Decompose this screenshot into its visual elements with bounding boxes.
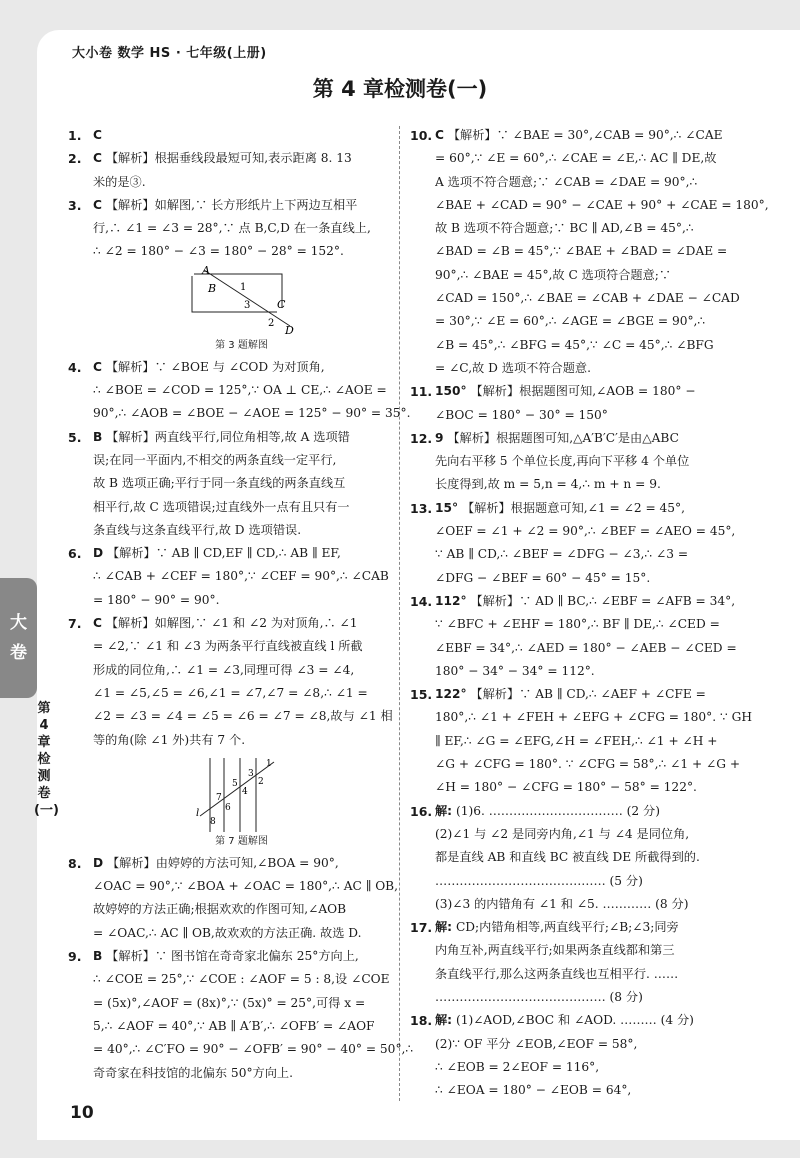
figure-3-caption: 第 3 题解图 [215,339,268,351]
answer-line [93,852,398,875]
answer-text: …………………………………… (5 分) [435,873,643,888]
answer-line [93,217,390,240]
answer-line [93,589,390,612]
answer-text: ∠OAC = 90°,∵ ∠BOA + ∠OAC = 180°,∴ AC ∥ OB, [93,879,399,894]
answer-item [68,194,390,264]
answer-item [68,852,399,945]
answer-line [435,194,769,217]
figure-3-diagram [182,266,302,338]
answer-text: (1)6. …………………………… (2 分) [455,803,660,818]
fig7-label-8: 8 [209,816,216,827]
question-number: 8. [68,855,82,871]
answer-line [435,473,732,496]
answer-text: 【解析】如解图,∵ 长方形纸片上下两边互相平 [105,197,358,212]
fig7-label-2: 2 [257,776,264,787]
answer-text: 故 B 选项正确;平行于同一条直线的两条直线互 [93,476,346,491]
answer-text: 长度得到,故 m = 5,n = 4,∴ m + n = 9. [435,477,661,492]
answer-text: ∠H = 180° − ∠CFG = 180° − 58° = 122°. [435,780,697,795]
answer-line [435,963,732,986]
answer-line [435,450,732,473]
answer-line [93,356,410,379]
fig3-label-d: D [284,323,294,337]
figure-7-caption: 第 7 题解图 [215,835,268,847]
answer-item [410,590,737,683]
answer-text: = ∠2,∵ ∠1 和 ∠3 为两条平行直线被直线 l 所截 [93,639,363,654]
answer-text: ∠OEF = ∠1 + ∠2 = 90°,∴ ∠BEF = ∠AEO = 45°, [435,524,736,539]
answer-text: ∴ ∠COE = 25°,∵ ∠COE : ∠AOF = 5 : 8,设 ∠COE [93,972,390,987]
answer-text: ∠EBF = 34°,∴ ∠AED = 180° − ∠AEB − ∠CED = [435,640,737,655]
question-number: 3. [68,197,82,213]
answer-line [93,565,390,588]
answer-choice: 解: [435,803,453,818]
answer-line [93,472,390,495]
answer-line [93,496,390,519]
answer-line [93,705,393,728]
answer-text: 【解析】根据题意可知,∠1 = ∠2 = 45°, [461,500,686,515]
answer-item [410,1009,732,1102]
answer-line [93,682,393,705]
answer-text: ∵ AB ∥ CD,∴ ∠BEF = ∠DFG − ∠3,∴ ∠3 = [435,547,689,562]
answer-line [93,612,393,635]
answer-text: …………………………………… (8 分) [435,989,643,1004]
answer-text: 等的角(除 ∠1 外)共有 7 个. [93,732,246,747]
answer-text: 【解析】根据题图可知,△A′B′C′是由△ABC [447,430,679,445]
answer-text: ∴ ∠CAB + ∠CEF = 180°,∵ ∠CEF = 90°,∴ ∠CAB [93,569,389,584]
answer-item [410,427,732,497]
fig3-label-1: 1 [239,281,246,293]
fig7-label-7: 7 [215,792,222,803]
page-title: 第 4 章检测卷(一) [312,77,488,101]
question-number: 5. [68,429,82,445]
answer-text: (2)∠1 与 ∠2 是同旁内角,∠1 与 ∠4 是同位角, [435,826,690,841]
side-chapter-label: 第4章检测卷(一) [34,701,59,818]
answer-line [435,753,752,776]
answer-item [410,683,752,799]
answer-line [93,426,390,449]
answer-body [93,852,398,945]
answer-text: 【解析】∵ ∠BAE = 30°,∠CAB = 90°,∴ ∠CAE [447,128,723,142]
answer-line [435,916,732,939]
answer-choice: C [93,128,102,142]
answer-body [435,916,732,1009]
answer-line [93,1015,413,1038]
fig3-label-2: 2 [267,317,274,329]
answer-line [93,992,413,1015]
answer-body [435,380,732,427]
answer-line [435,590,737,613]
answer-line [435,800,732,823]
answer-body [435,427,732,497]
answer-text: 【解析】∵ AD ∥ BC,∴ ∠EBF = ∠AFB = 34°, [470,593,736,608]
answer-line [435,870,732,893]
fig7-label-3: 3 [247,768,254,779]
answer-choice: D [93,546,104,561]
answer-line [435,357,769,380]
answer-text: A 选项不符合题意;∵ ∠CAB = ∠DAE = 90°,∴ [435,174,698,189]
answer-line [435,893,732,916]
answer-item [68,542,390,612]
answer-text: = 40°,∴ ∠C′FO = 90° − ∠OFB′ = 90° − 40° = 50°,∴ [93,1042,414,1057]
answer-text: 180°,∴ ∠1 + ∠FEH + ∠EFG + ∠CFG = 180°. ∵ GH [435,710,752,725]
answer-line [435,660,737,683]
answer-line [435,380,732,403]
answer-text: 180° − 34° − 34° = 112°. [435,663,595,678]
answer-line [435,730,752,753]
answer-text: ∠B = 45°,∴ ∠BFG = 45°,∵ ∠C = 45°,∴ ∠BFG [435,337,714,352]
answer-line [93,1038,413,1061]
answer-line [435,846,732,869]
answer-line [435,171,769,194]
answer-item [410,800,732,916]
answer-body [93,147,390,194]
fig3-label-c: C [276,297,285,311]
answer-text: ∴ ∠2 = 180° − ∠3 = 180° − 28° = 152°. [93,244,344,259]
answer-choice: 9 [435,430,444,445]
question-number: 15. [410,687,433,703]
answer-line [93,449,390,472]
answer-choice: C [93,616,102,631]
answer-line [435,543,735,566]
answer-body [93,945,413,1085]
answer-choice: C [93,359,102,374]
answer-text: = 180° − 90° = 90°. [93,592,220,607]
answer-body [93,356,410,426]
figure-3 [93,266,390,354]
answer-text: ∵ ∠BFC + ∠EHF = 180°,∴ BF ∥ DE,∴ ∠CED = [435,617,720,632]
answer-choice: 112° [435,593,467,608]
answer-text: 条直线平行,那么这两条直线也互相平行. …… [435,966,679,981]
answer-text: (2)∵ OF 平分 ∠EOB,∠EOF = 58°, [435,1036,638,1051]
answer-body [435,683,752,799]
answer-line [435,1079,732,1102]
side-tab [0,578,37,698]
answer-choice: 15° [435,500,459,515]
question-number: 7. [68,616,82,632]
answer-text: 米的是③. [93,174,146,189]
question-number: 17. [410,920,433,936]
answer-text: = (5x)°,∠AOF = (8x)°,∵ (5x)° = 25°,可得 x = [93,995,366,1010]
answer-line [435,497,735,520]
fig7-label-6: 6 [224,802,231,813]
answer-choice: B [93,949,103,964]
answer-line [93,945,413,968]
answer-line [435,613,737,636]
answer-line [93,659,393,682]
answer-text: 奇奇家在科技馆的北偏东 50°方向上. [93,1065,293,1080]
answer-item [68,147,390,194]
answer-text: ∠CAD = 150°,∴ ∠BAE = ∠CAB + ∠DAE − ∠CAD [435,291,740,306]
answer-line [435,986,732,1009]
answer-text: ∴ ∠BOE = ∠COD = 125°,∵ OA ⊥ CE,∴ ∠AOE = [93,383,387,398]
answer-text: = 60°,∵ ∠E = 60°,∴ ∠CAE = ∠E,∴ AC ∥ DE,故 [435,151,717,166]
answer-text: ∠1 = ∠5,∠5 = ∠6,∠1 = ∠7,∠7 = ∠8,∴ ∠1 = [93,685,368,700]
answer-text: ∠2 = ∠3 = ∠4 = ∠5 = ∠6 = ∠7 = ∠8,故与 ∠1 相 [93,709,393,724]
answer-line [93,194,390,217]
answer-line [93,635,393,658]
answer-text: 【解析】由婷婷的方法可知,∠BOA = 90°, [107,855,339,870]
fig3-label-3: 3 [243,299,250,311]
answer-line [435,776,752,799]
answer-body [93,612,393,752]
answer-text: 【解析】∵ AB ∥ CD,∴ ∠AEF + ∠CFE = [470,687,706,702]
question-number: 12. [410,430,433,446]
fig7-label-4: 4 [241,786,248,797]
side-tab-top: 大 [10,613,27,633]
answer-text: 【解析】两直线平行,同位角相等,故 A 选项错 [106,429,350,444]
answer-line [435,1009,732,1032]
answer-line [435,1033,732,1056]
answer-choice: C [93,151,102,166]
answer-text: = ∠OAC,∴ AC ∥ OB,故欢欢的方法正确. 故选 D. [93,925,362,940]
answer-text: 先向右平移 5 个单位长度,再向下平移 4 个单位 [435,454,690,469]
answer-text: 故 B 选项不符合题意;∵ BC ∥ AD,∠B = 45°,∴ [435,221,694,236]
answer-text: 故婷婷的方法正确;根据欢欢的作图可知,∠AOB [93,902,347,917]
answer-line [93,542,390,565]
answer-line [435,683,752,706]
answer-body [435,1009,732,1102]
answer-line [435,310,769,333]
answer-text: ∠BAD = ∠B = 45°,∵ ∠BAE + ∠BAD = ∠DAE = [435,244,728,259]
answer-line [435,147,769,170]
side-tab-bottom: 卷 [10,643,27,663]
answer-choice: D [93,855,104,870]
answer-text: 5,∴ ∠AOF = 40°,∵ AB ∥ A′B′,∴ ∠OFB′ = ∠AOF [93,1018,375,1033]
answer-line [93,968,413,991]
answer-line [93,147,390,170]
answer-text: = ∠C,故 D 选项不符合题意. [435,360,591,375]
answer-line [435,404,732,427]
question-number: 14. [410,593,433,609]
answer-text: (3)∠3 的内错角有 ∠1 和 ∠5. ………… (8 分) [435,896,689,911]
answer-choice: B [93,429,103,444]
figure-7-diagram [192,754,292,834]
answer-text: ∠G + ∠CFG = 180°. ∵ ∠CFG = 58°,∴ ∠1 + ∠G + [435,757,741,772]
answer-text: 90°,∴ ∠AOB = ∠BOE − ∠AOE = 125° − 90° = 35°. [93,406,411,421]
answer-item [410,916,732,1009]
answer-line [435,567,735,590]
answer-text: ∴ ∠EOA = 180° − ∠EOB = 64°, [435,1083,632,1098]
fig3-label-b: B [207,281,216,295]
answer-body [93,426,390,542]
answer-text: 行,∴ ∠1 = ∠3 = 28°,∵ 点 B,C,D 在一条直线上, [93,221,371,236]
answer-text: ∴ ∠EOB = 2∠EOF = 116°, [435,1059,600,1074]
answer-line [435,240,769,263]
answer-line [93,519,390,542]
question-number: 16. [410,803,433,819]
answer-body [435,800,732,916]
answer-line [93,922,398,945]
answer-text: 内角互补,两直线平行;如果两条直线都和第三 [435,943,675,958]
answer-body [435,497,735,590]
answer-text: CD;内错角相等,两直线平行;∠B;∠3;同旁 [455,920,679,935]
answer-text: ∥ EF,∴ ∠G = ∠EFG,∠H = ∠FEH,∴ ∠1 + ∠H + [435,733,718,748]
answer-text: 【解析】∵ ∠BOE 与 ∠COD 为对顶角, [105,359,325,374]
answer-choice: 解: [435,1013,453,1028]
answer-item [68,124,390,147]
answer-text: = 30°,∵ ∠E = 60°,∴ ∠AGE = ∠BGE = 90°,∴ [435,314,706,329]
answer-choice: 150° [435,384,467,399]
answer-text: 90°,∴ ∠BAE = 45°,故 C 选项符合题意;∵ [435,267,672,282]
answer-text: 【解析】如解图,∵ ∠1 和 ∠2 为对顶角,∴ ∠1 [105,616,358,631]
answer-line [93,402,410,425]
answer-text: 都是直线 AB 和直线 BC 被直线 DE 所截得到的. [435,850,700,865]
answer-line [435,520,735,543]
answer-line [435,264,769,287]
answer-item [68,356,411,426]
question-number: 10. [410,128,433,143]
question-number: 4. [68,359,82,375]
question-number: 11. [410,384,433,400]
figure-7 [93,754,390,850]
answer-item [410,380,732,427]
answer-line [435,1056,732,1079]
answer-text: 形成的同位角,∴ ∠1 = ∠3,同理可得 ∠3 = ∠4, [93,662,355,677]
answer-text: 误;在同一平面内,不相交的两条直线一定平行, [93,452,337,467]
fig7-label-5: 5 [231,778,238,789]
answer-line [435,334,769,357]
answer-item [68,945,414,1085]
right-column [410,124,769,1102]
answer-line [435,637,737,660]
answer-choice: 122° [435,687,467,702]
answer-line [93,1062,413,1085]
left-column [68,124,414,1085]
answer-body [435,124,769,380]
question-number: 13. [410,500,433,516]
question-number: 18. [410,1013,433,1029]
answer-text: ∠BOC = 180° − 30° = 150° [435,407,608,422]
answer-body [93,542,390,612]
question-number: 1. [68,128,82,143]
answer-text: ∠BAE + ∠CAD = 90° − ∠CAE + 90° + ∠CAE = 180°, [435,197,769,212]
answer-text: 【解析】根据垂线段最短可知,表示距离 8. 13 [105,151,352,166]
answer-line [93,124,390,147]
answer-line [435,124,769,147]
answer-item [410,124,769,380]
fig3-label-a: A [201,265,210,277]
answer-text: 条直线与这条直线平行,故 D 选项错误. [93,522,302,537]
answer-choice: C [93,197,102,212]
answer-line [435,217,769,240]
question-number: 9. [68,949,82,965]
answer-body [93,194,390,264]
answer-line [93,379,410,402]
answer-text: 【解析】∵ 图书馆在奇奇家北偏东 25°方向上, [106,949,359,964]
answer-item [68,612,393,752]
answer-item [410,497,736,590]
answer-line [93,240,390,263]
answer-text: 【解析】根据题图可知,∠AOB = 180° − [470,384,696,399]
answer-line [435,287,769,310]
answer-line [435,427,732,450]
answer-text: ∠DFG − ∠BEF = 60° − 45° = 15°. [435,570,651,585]
answer-text: 相平行,故 C 选项错误;过直线外一点有且只有一 [93,499,350,514]
fig7-label-l: l [195,807,199,819]
page-number: 10 [70,1103,94,1123]
answer-text: (1)∠AOD,∠BOC 和 ∠AOD. ……… (4 分) [455,1013,694,1028]
answer-choice: C [435,128,444,142]
answer-text: 【解析】∵ AB ∥ CD,EF ∥ CD,∴ AB ∥ EF, [107,546,341,561]
answer-line [93,729,393,752]
answer-line [435,939,732,962]
answer-line [93,898,398,921]
fig7-label-1: 1 [265,758,272,769]
question-number: 6. [68,546,82,562]
answer-body [93,124,390,147]
answer-line [93,875,398,898]
answer-choice: 解: [435,920,453,935]
question-number: 2. [68,151,82,167]
answer-line [435,706,752,729]
answer-line [93,171,390,194]
answer-body [435,590,737,683]
answer-item [68,426,390,542]
book-header: 大小卷 数学 HS · 七年级(上册) [72,46,267,61]
answer-line [435,823,732,846]
